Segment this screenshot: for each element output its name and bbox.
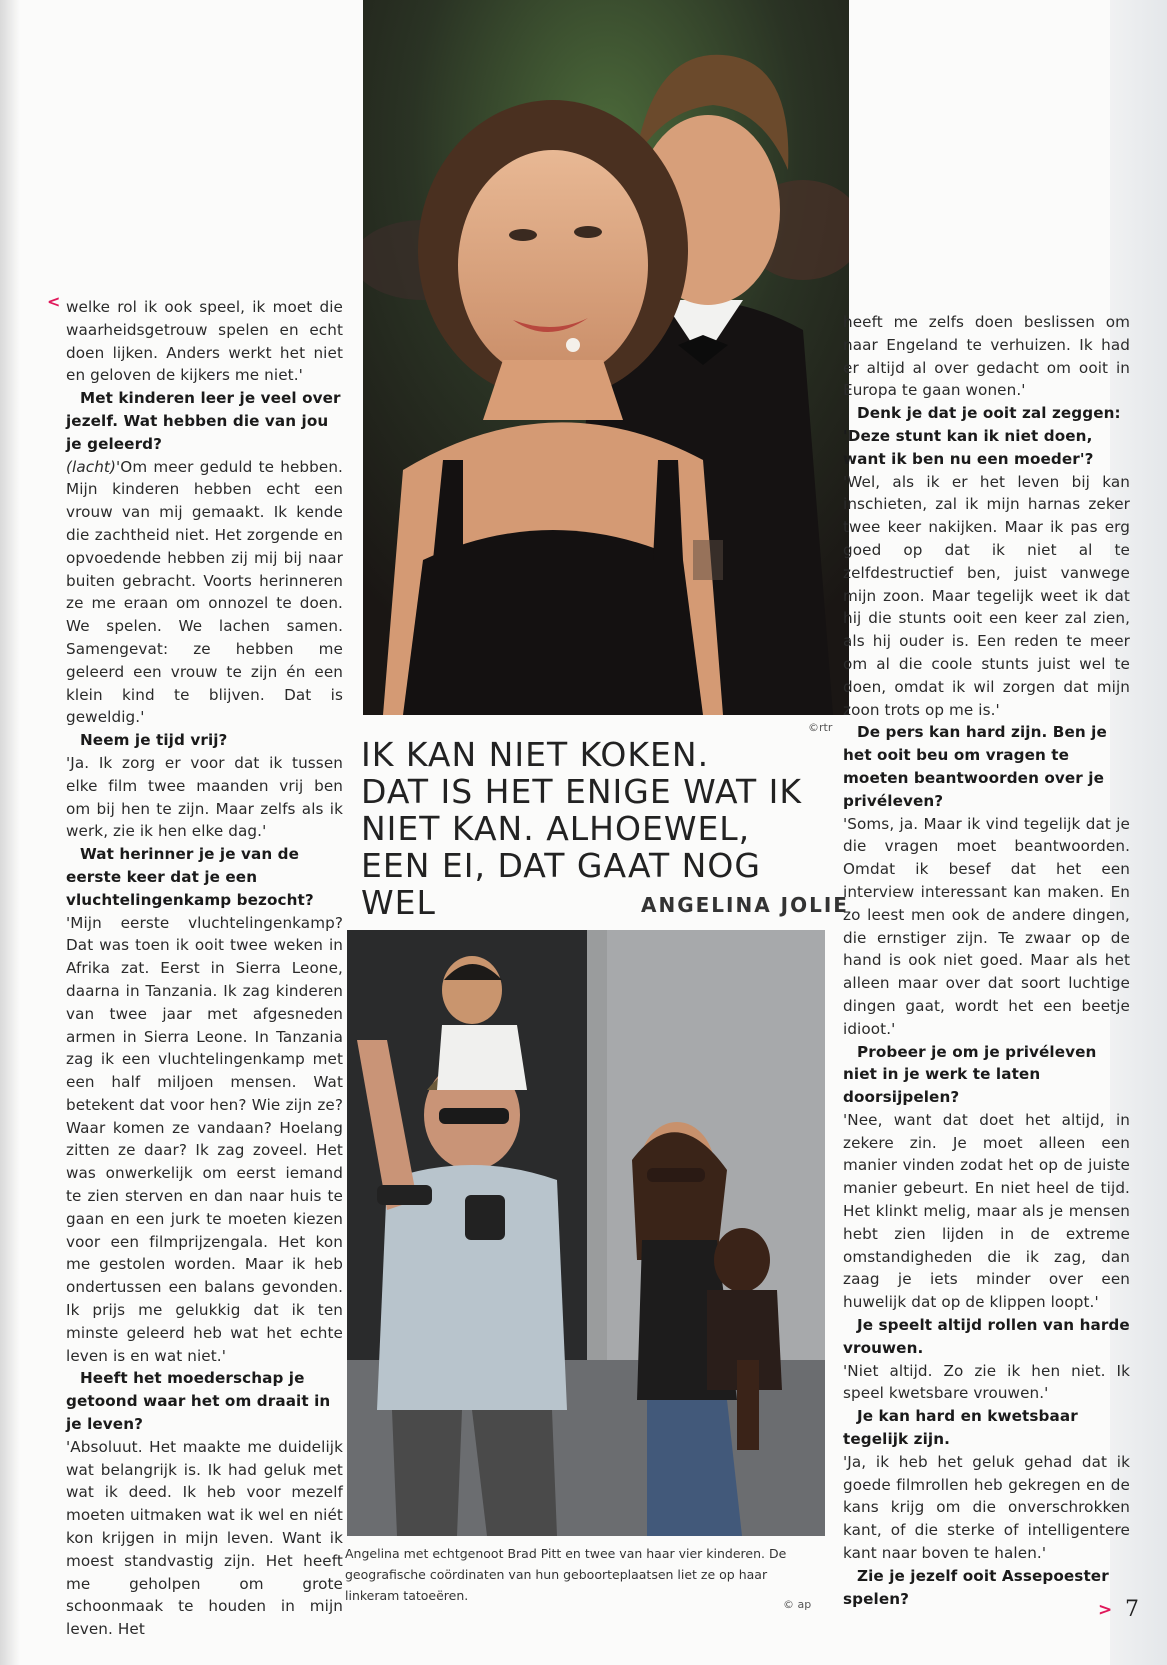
interview-question: [843, 1041, 1130, 1109]
interview-answer: [843, 1451, 1130, 1565]
paragraph-text: Je kan hard en kwetsbaar tegelijk zijn.: [843, 1407, 1078, 1449]
interview-question: [843, 1565, 1130, 1611]
pull-quote-line: NIET KAN. ALHOEWEL,: [361, 809, 751, 848]
photo-caption: Angelina met echtgenoot Brad Pitt en twee van haar vier kinderen. De geografische coördinaten van hun geboorteplaatsen liet ze op haar linkeram tatoeëren.: [345, 1546, 787, 1603]
paragraph-text: Je speelt altijd rollen van harde vrouwen.: [843, 1316, 1130, 1357]
paragraph-text: 'Wel, als ik er het leven bij kan inschieten, zal ik mijn harnas zeker twee keer nakijken. Maar ik pas erg goed op dat ik niet al te zelfdestructief ben, juist vanwege mijn zoon. Maar tegelijk weet ik dat hij die stunts ooit een keer zal zien, als hij ouder is. Een reden te meer om al die coole stunts juist wel te doen, omdat ik wil zorgen dat mijn zoon trots op me is.': [843, 472, 1130, 719]
interview-answer: [843, 813, 1130, 1041]
interview-answer: [66, 1436, 343, 1641]
pull-quote-line: IK KAN NIET KOKEN.: [361, 735, 710, 774]
interview-question: [843, 1405, 1130, 1451]
paragraph-text: 'Nee, want dat doet het altijd, in zekere zin. Je moet alleen een manier vinden zodat het op de juiste manier gebeurt. En niet heel de tijd. Het klinkt melig, maar als je mensen hebt zien lijden in de extreme omstandigheden die ik zag, dan zaag je iets minder over een huwelijk dat op de klippen loopt.': [843, 1110, 1130, 1312]
paragraph-text: Denk je dat je ooit zal zeggen: 'Deze stunt kan ik niet doen, want ik ben nu een moeder'?: [843, 404, 1121, 468]
paragraph-text: Met kinderen leer je veel over jezelf. Wat hebben die van jou je geleerd?: [66, 389, 341, 453]
photo-credit-top: ©rtr: [808, 721, 833, 734]
interview-answer: [843, 1109, 1130, 1314]
photo-credit-bottom: © ap: [783, 1598, 812, 1611]
interview-question: [66, 1367, 343, 1435]
pull-quote-line: DAT IS HET ENIGE WAT IK: [361, 772, 803, 811]
interview-question: [66, 729, 343, 752]
interview-question: [843, 721, 1130, 812]
paragraph-text: Zie je jezelf ooit Assepoester spelen?: [843, 1566, 1109, 1608]
interview-question: [843, 402, 1130, 470]
paragraph-text: 'Niet altijd. Zo zie ik hen niet. Ik speel kwetsbare vrouwen.': [843, 1361, 1130, 1403]
paragraph-text: 'Ja, ik heb het geluk gehad dat ik goede filmrollen heb gekregen en de kans krijg om die onverschrokken kant, of die sterke of intelligentere kant naar boven te halen.': [843, 1452, 1130, 1563]
paragraph-text: De pers kan hard zijn. Ben je het ooit beu om vragen te moeten beantwoorden over je privéleven?: [843, 723, 1107, 810]
paragraph-text: Heeft het moederschap je getoond waar het om draait in je leven?: [66, 1369, 331, 1434]
paragraph-text: 'Om meer geduld te hebben. Mijn kinderen hebben echt een vrouw van mij gemaakt. Ik kende die zachtheid niet. Het zorgende en opvoedende hebben zij mij bij naar buiten gebracht. Voorts herinneren ze me eraan om onnozel te doen. We spelen. We lachen samen. Samengevat: ze hebben me geleerd een vrouw te zijn én een klein kind te blijven. Dat is geweldig.': [66, 457, 343, 727]
page-arrow: >: [1098, 1600, 1113, 1620]
paragraph-text: 'Absoluut. Het maakte me duidelijk wat belangrijk is. Ik had geluk met wat ik deed. Ik heb voor mezelf moeten uitmaken wat ik wel en niét kon krijgen in mijn leven. Want ik moest standvastig zijn. Het heeft me geholpen om grote schoonmaak te houden in mijn leven. Het: [66, 1437, 343, 1639]
paragraph-text: Probeer je om je privéleven niet in je werk te laten doorsijpelen?: [843, 1042, 1097, 1107]
interview-question: [66, 387, 343, 455]
interview-answer: [66, 296, 343, 387]
family-photo: [347, 930, 825, 1536]
interview-question: [66, 843, 343, 911]
interview-question: [843, 1314, 1130, 1360]
paragraph-text: 'Soms, ja. Maar ik vind tegelijk dat je die vragen moet beantwoorden. Omdat ik besef dat het een interview interessant kan maken. En zo leest men ook de andere dingen, die ernstiger zijn. Te zwaar op de hand is ook niet goed. Maar als het alleen maar over dat soort luchtige dingen gaat, wordt het een beetje idioot.': [843, 814, 1130, 1038]
interview-answer: [843, 471, 1130, 722]
interview-answer: [843, 1360, 1130, 1406]
interview-answer: [66, 912, 343, 1368]
pull-quote-author: ANGELINA JOLIE: [641, 893, 849, 917]
paragraph-text: heeft me zelfs doen beslissen om naar Engeland te verhuizen. Ik had er altijd al over gedacht om ooit in Europa te gaan wonen.': [843, 313, 1130, 400]
pull-quote-line: EEN EI, DAT GAAT NOG WEL: [361, 846, 761, 922]
paragraph-text: 'Mijn eerste vluchtelingenkamp? Dat was toen ik ooit twee weken in Afrika zat. Eerst in Sierra Leone, daarna in Tanzania. Ik zag kinderen van twee jaar met afgesneden armen in Sierra Leone. In Tanzania zag ik een vluchtelingenkamp met een half miljoen mensen. Wat betekent dat voor hen? Wie zijn ze? Waar komen ze vandaan? Hoelang zitten ze daar? Ik zag zoveel. Het was onwerkelijk om eerst iemand te zien sterven en dan naar huis te gaan en een jurk te moeten kiezen voor een filmprijzengala. Het kon me gestolen worden. Maar ik heb ondertussen een balans gevonden. Ik prijs me gelukkig dat ik ten minste geleerd heb wat het echte leven is en wat niet.': [66, 913, 343, 1365]
paragraph-text: Neem je tijd vrij?: [80, 731, 228, 750]
interview-answer: [843, 311, 1130, 402]
continuation-mark: <: [47, 292, 61, 311]
left-text-column: [66, 296, 343, 1641]
page-number: 7: [1125, 1597, 1139, 1622]
paragraph-text: Wat herinner je je van de eerste keer dat je een vluchtelingenkamp bezocht?: [66, 845, 314, 909]
right-text-column: [843, 311, 1130, 1610]
page-gutter-shadow: [0, 0, 20, 1665]
stage-direction: (lacht): [66, 457, 117, 476]
interview-answer: [66, 456, 343, 730]
interview-answer: [66, 752, 343, 843]
paragraph-text: 'Ja. Ik zorg er voor dat ik tussen elke film twee maanden vrij ben om bij hen te zijn. Maar zelfs als ik werk, zie ik hen elke dag.': [66, 753, 343, 841]
couple-photo: [363, 0, 849, 715]
paragraph-text: welke rol ik ook speel, ik moet die waarheidsgetrouw spelen en echt doen lijken. Anders werkt het niet en geloven de kijkers me niet.': [66, 298, 343, 385]
